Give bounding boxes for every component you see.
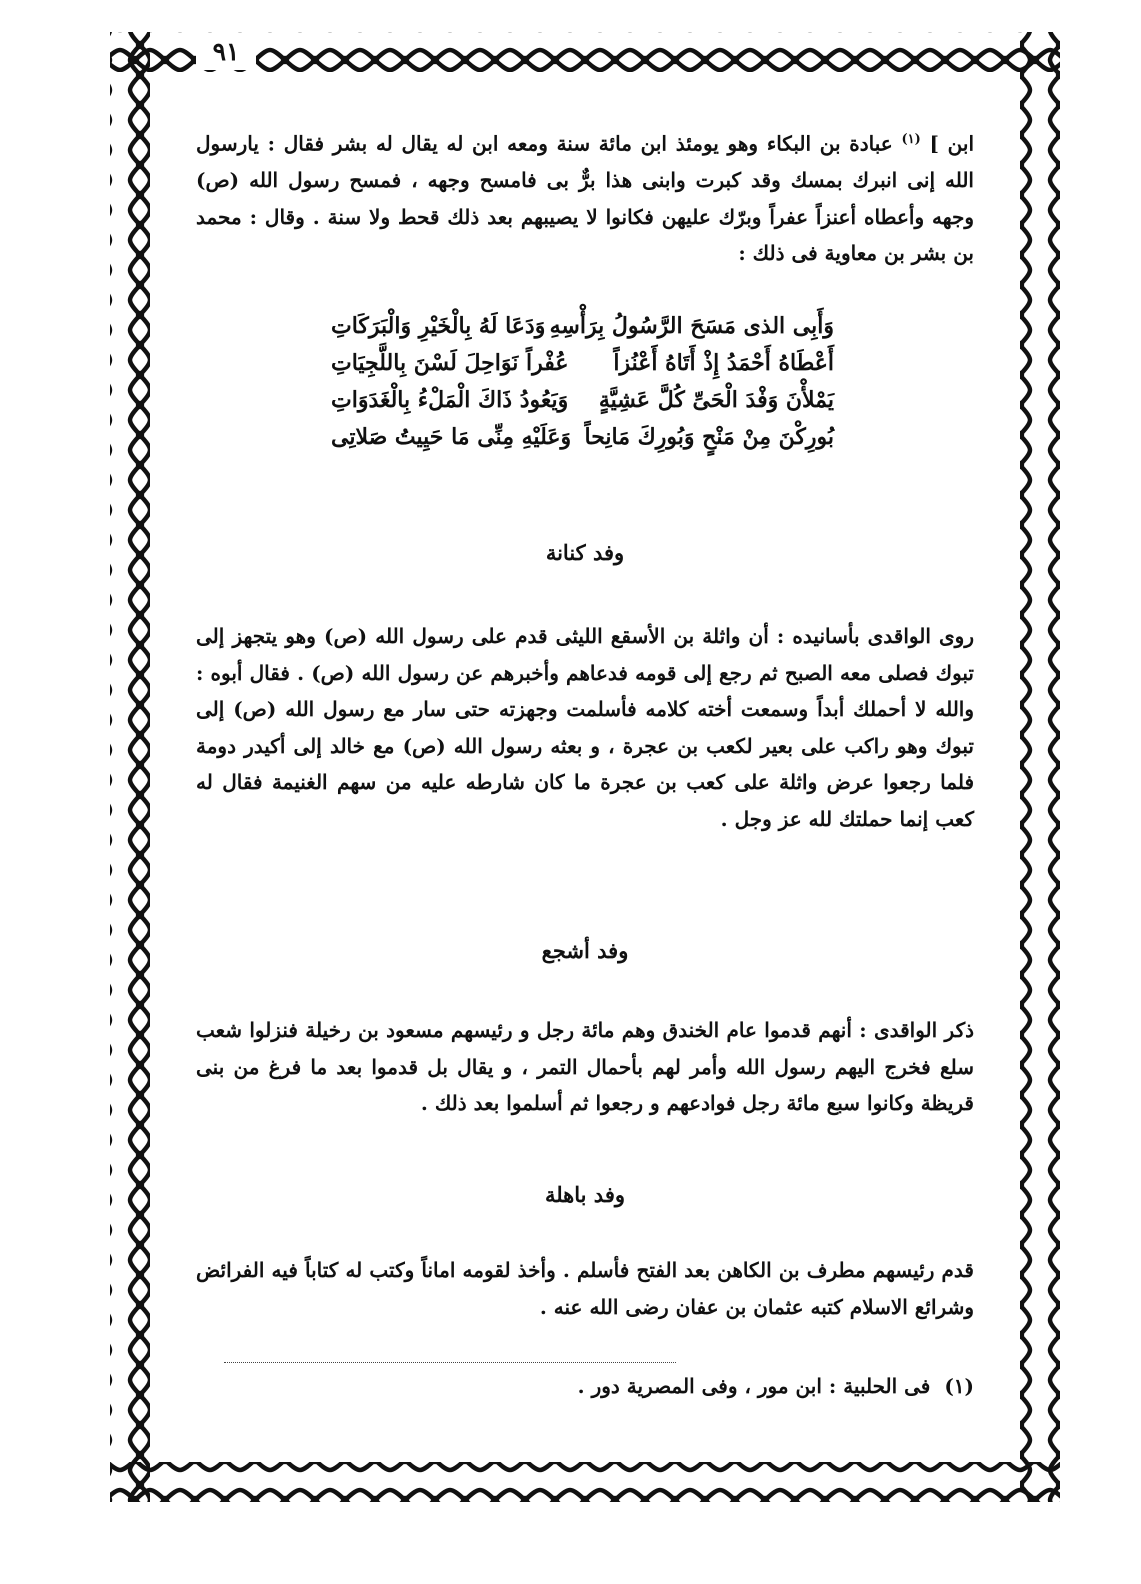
poem [196, 308, 974, 456]
footnote-reference: (١) [901, 132, 921, 147]
poem-line [196, 345, 974, 382]
opening-prefix: ابن ] [920, 131, 974, 156]
poem-hemistich-first: أَعْطَاهُ أَحْمَدُ إِذْ أَتَاهُ أَعْنُزاً [613, 350, 834, 376]
section-text-ashja: ذكر الواقدى : أنهم قدموا عام الخندق وهم مائة رجل و رئيسهم مسعود بن رخيلة فنزلوا شعب سلع فخرج اليهم رسول الله وأمر لهم بأحمال التمر ، و يقال بل قدموا بعد ما فرغ من بنى قريظة وكانوا سبع مائة رجل فوادعهم و رجعوا ثم أسلموا بعد ذلك . [196, 1018, 974, 1115]
poem-hemistich-second: عُفْراً نَوَاحِلَ لَسْنَ بِاللَّجِيَاتِ [331, 350, 569, 376]
footnote-marker: (١) [944, 1374, 974, 1398]
footnote-separator [224, 1362, 676, 1363]
section-heading-kinanah: وفد كنانة [545, 540, 625, 565]
footnote-text: فى الحلبية : ابن مور ، وفى المصرية دور . [577, 1374, 931, 1398]
section-text-bahilah: قدم رئيسهم مطرف بن الكاهن بعد الفتح فأسلم . وأخذ لقومه اماناً وكتب له كتاباً فيه الفرائض وشرائع الاسلام كتبه عثمان بن عفان رضى الله عنه . [196, 1258, 974, 1319]
page-number: ٩١ [196, 34, 256, 70]
poem-line [196, 382, 974, 419]
footnote [578, 1374, 974, 1398]
section-heading-ashja: وفد أشجع [541, 938, 629, 963]
poem-line [196, 419, 974, 456]
poem-hemistich-first: وَأَبِى الذى مَسَحَ الرَّسُولُ بِرَأْسِهِ [549, 313, 834, 339]
poem-hemistich-first: يَمْلأْنَ وَفْدَ الْحَىِّ كُلَّ عَشِيَّةٍ [598, 387, 834, 413]
poem-hemistich-second: وَدَعَا لَهُ بِالْخَيْرِ وَالْبَرَكَاتِ [331, 313, 546, 339]
section-text-kinanah: روى الواقدى بأسانيده : أن واثلة بن الأسقع الليثى قدم على رسول الله (ص) وهو يتجهز إلى تبوك فصلى معه الصبح ثم رجع إلى قومه فدعاهم وأخبرهم عن رسول الله (ص) . فقال أبوه : والله لا أحملك أبداً وسمعت أخته كلامه فأسلمت وجهزته حتى سار مع رسول الله (ص) إلى تبوك وهو راكب على بعير لكعب بن عجرة ، و بعثه رسول الله (ص) مع خالد إلى أكيدر دومة فلما رجعوا عرض واثلة على كعب بن عجرة ما كان شارطه عليه من سهم الغنيمة فقال له كعب إنما حملتك لله عز وجل . [196, 624, 974, 831]
poem-hemistich-first: بُورِكْنَ مِنْ مَنْحٍ وَبُورِكَ مَانِحاً [584, 424, 834, 450]
opening-paragraph [196, 122, 974, 272]
poem-line [196, 308, 974, 345]
opening-text: عبادة بن البكاء وهو يومئذ ابن مائة سنة ومعه ابن له يقال له بشر فقال : يارسول الله إنى انبرك بمسك وقد كبرت وابنى هذا برٌّ بى فامسح وجهه ، فمسح رسول الله (ص) وجهه وأعطاه أعنزاً عفراً وبرّك عليهن فكانوا لا يصيبهم بعد ذلك قحط ولا سنة . وقال : محمد بن بشر بن معاوية فى ذلك : [196, 131, 974, 266]
page-body [196, 122, 974, 1422]
poem-hemistich-second: وَيَعُودُ ذَاكَ الْمَلْءُ بِالْغَدَوَاتِ [331, 387, 569, 413]
poem-hemistich-second: وَعَلَيْهِ مِنِّى مَا حَيِيتُ صَلاتِى [331, 424, 572, 450]
section-heading-bahilah: وفد باهلة [544, 1182, 626, 1207]
